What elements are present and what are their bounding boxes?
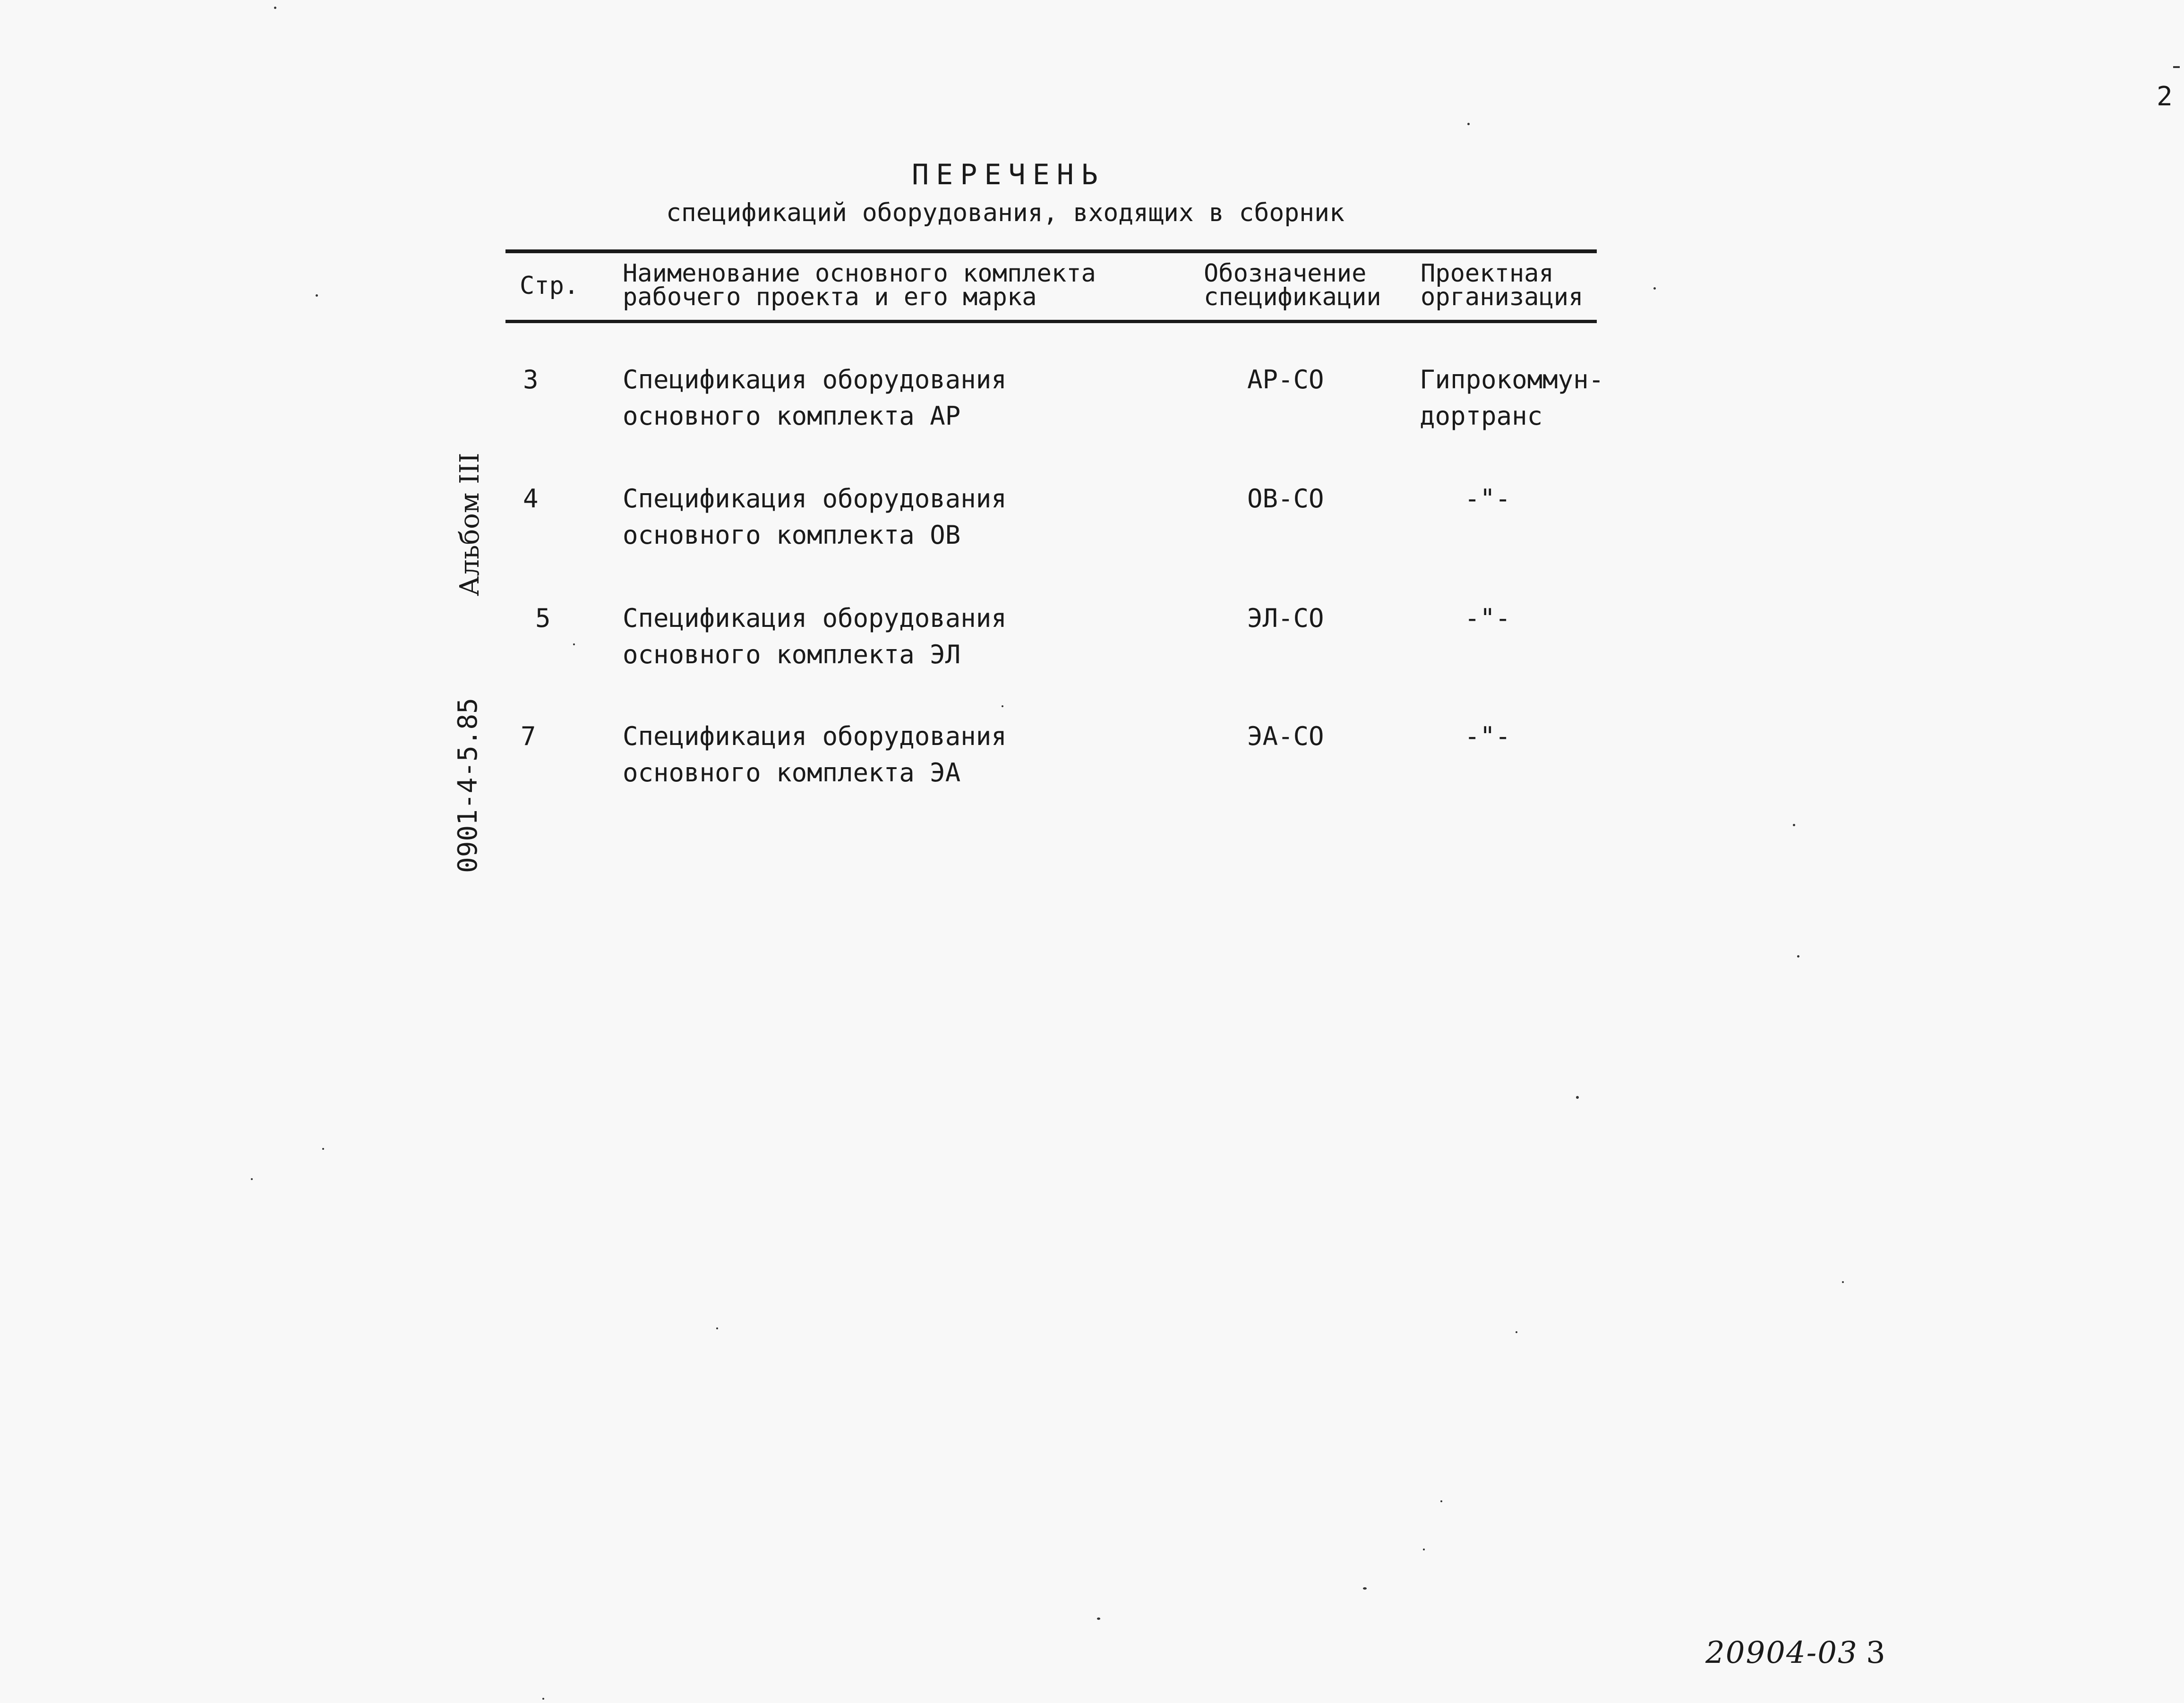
row-1-name xyxy=(623,361,1007,434)
scan-speck xyxy=(1467,123,1470,125)
margin-album-label: Альбом III xyxy=(454,453,485,596)
row-1-org xyxy=(1420,361,1604,434)
scan-speck xyxy=(1653,287,1656,290)
scan-speck xyxy=(1097,1617,1100,1620)
scan-speck xyxy=(716,1327,718,1329)
corner-page-number: 2 xyxy=(2157,81,2173,112)
row-4-name-line1: Спецификация оборудования xyxy=(623,721,1007,751)
row-1-org-line2: дортранс xyxy=(1420,401,1543,431)
scan-speck xyxy=(251,1178,253,1180)
footer-stamp-number: 20904-03 xyxy=(1705,1635,1858,1670)
scan-speck xyxy=(322,1148,324,1150)
row-1-designation: АР-СО xyxy=(1247,365,1324,394)
row-2-page: 4 xyxy=(523,484,539,513)
row-4-org-line1: -"- xyxy=(1465,721,1511,751)
scan-speck xyxy=(1002,705,1003,707)
row-3-name xyxy=(623,600,1007,673)
row-2-org xyxy=(1465,480,1511,517)
row-1-org-line1: Гипрокоммун- xyxy=(1420,365,1604,394)
scan-speck xyxy=(573,643,575,645)
scan-speck xyxy=(542,1698,544,1700)
scan-speck xyxy=(316,294,318,297)
document-subtitle: спецификаций оборудования, входящих в сборник xyxy=(666,198,1345,227)
footer-page-number: 3 xyxy=(1866,1635,1886,1670)
corner-tick xyxy=(2173,66,2180,68)
row-3-name-line1: Спецификация оборудования xyxy=(623,603,1007,633)
row-1-name-line2: основного комплекта АР xyxy=(623,401,961,431)
column-header-org xyxy=(1421,259,1584,311)
row-2-name-line2: основного комплекта ОВ xyxy=(623,520,961,550)
row-2-name xyxy=(623,480,1007,553)
column-header-designation-line2: спецификации xyxy=(1204,283,1381,311)
scan-speck xyxy=(1423,1549,1425,1550)
margin-document-code: 0901-4-5.85 xyxy=(453,698,483,873)
scan-speck xyxy=(1576,1096,1579,1099)
column-header-designation-line1: Обозначение xyxy=(1204,259,1367,288)
scan-speck xyxy=(1440,1500,1442,1502)
row-4-page: 7 xyxy=(521,721,536,751)
column-header-designation xyxy=(1204,259,1381,311)
row-2-org-line1: -"- xyxy=(1465,484,1511,513)
row-4-name-line2: основного комплекта ЭА xyxy=(623,758,961,787)
row-4-name xyxy=(623,718,1007,791)
row-3-name-line2: основного комплекта ЭЛ xyxy=(623,640,961,669)
column-header-name xyxy=(623,259,1096,311)
row-4-org xyxy=(1465,718,1511,754)
row-1-page: 3 xyxy=(523,365,539,394)
scan-speck xyxy=(1797,955,1799,958)
row-3-page: 5 xyxy=(535,603,551,633)
row-3-org-line1: -"- xyxy=(1465,603,1511,633)
scan-speck xyxy=(1793,824,1795,826)
scan-speck xyxy=(274,7,276,9)
scan-speck xyxy=(1516,1331,1517,1333)
row-3-org xyxy=(1465,600,1511,636)
column-header-org-line2: организация xyxy=(1421,283,1584,311)
row-2-designation: ОВ-СО xyxy=(1247,484,1324,513)
row-4-designation: ЭА-СО xyxy=(1247,721,1324,751)
scan-speck xyxy=(1842,1281,1844,1283)
table-top-rule xyxy=(505,249,1597,253)
row-2-name-line1: Спецификация оборудования xyxy=(623,484,1007,513)
scan-speck xyxy=(1363,1587,1367,1590)
column-header-name-line1: Наименование основного комплекта xyxy=(623,259,1096,288)
table-header-rule xyxy=(505,320,1597,323)
column-header-name-line2: рабочего проекта и его марка xyxy=(623,283,1037,311)
column-header-page: Стр. xyxy=(520,272,579,300)
column-header-org-line1: Проектная xyxy=(1421,259,1554,288)
document-title: ПЕРЕЧЕНЬ xyxy=(912,158,1105,191)
row-3-designation: ЭЛ-СО xyxy=(1247,603,1324,633)
row-1-name-line1: Спецификация оборудования xyxy=(623,365,1007,394)
